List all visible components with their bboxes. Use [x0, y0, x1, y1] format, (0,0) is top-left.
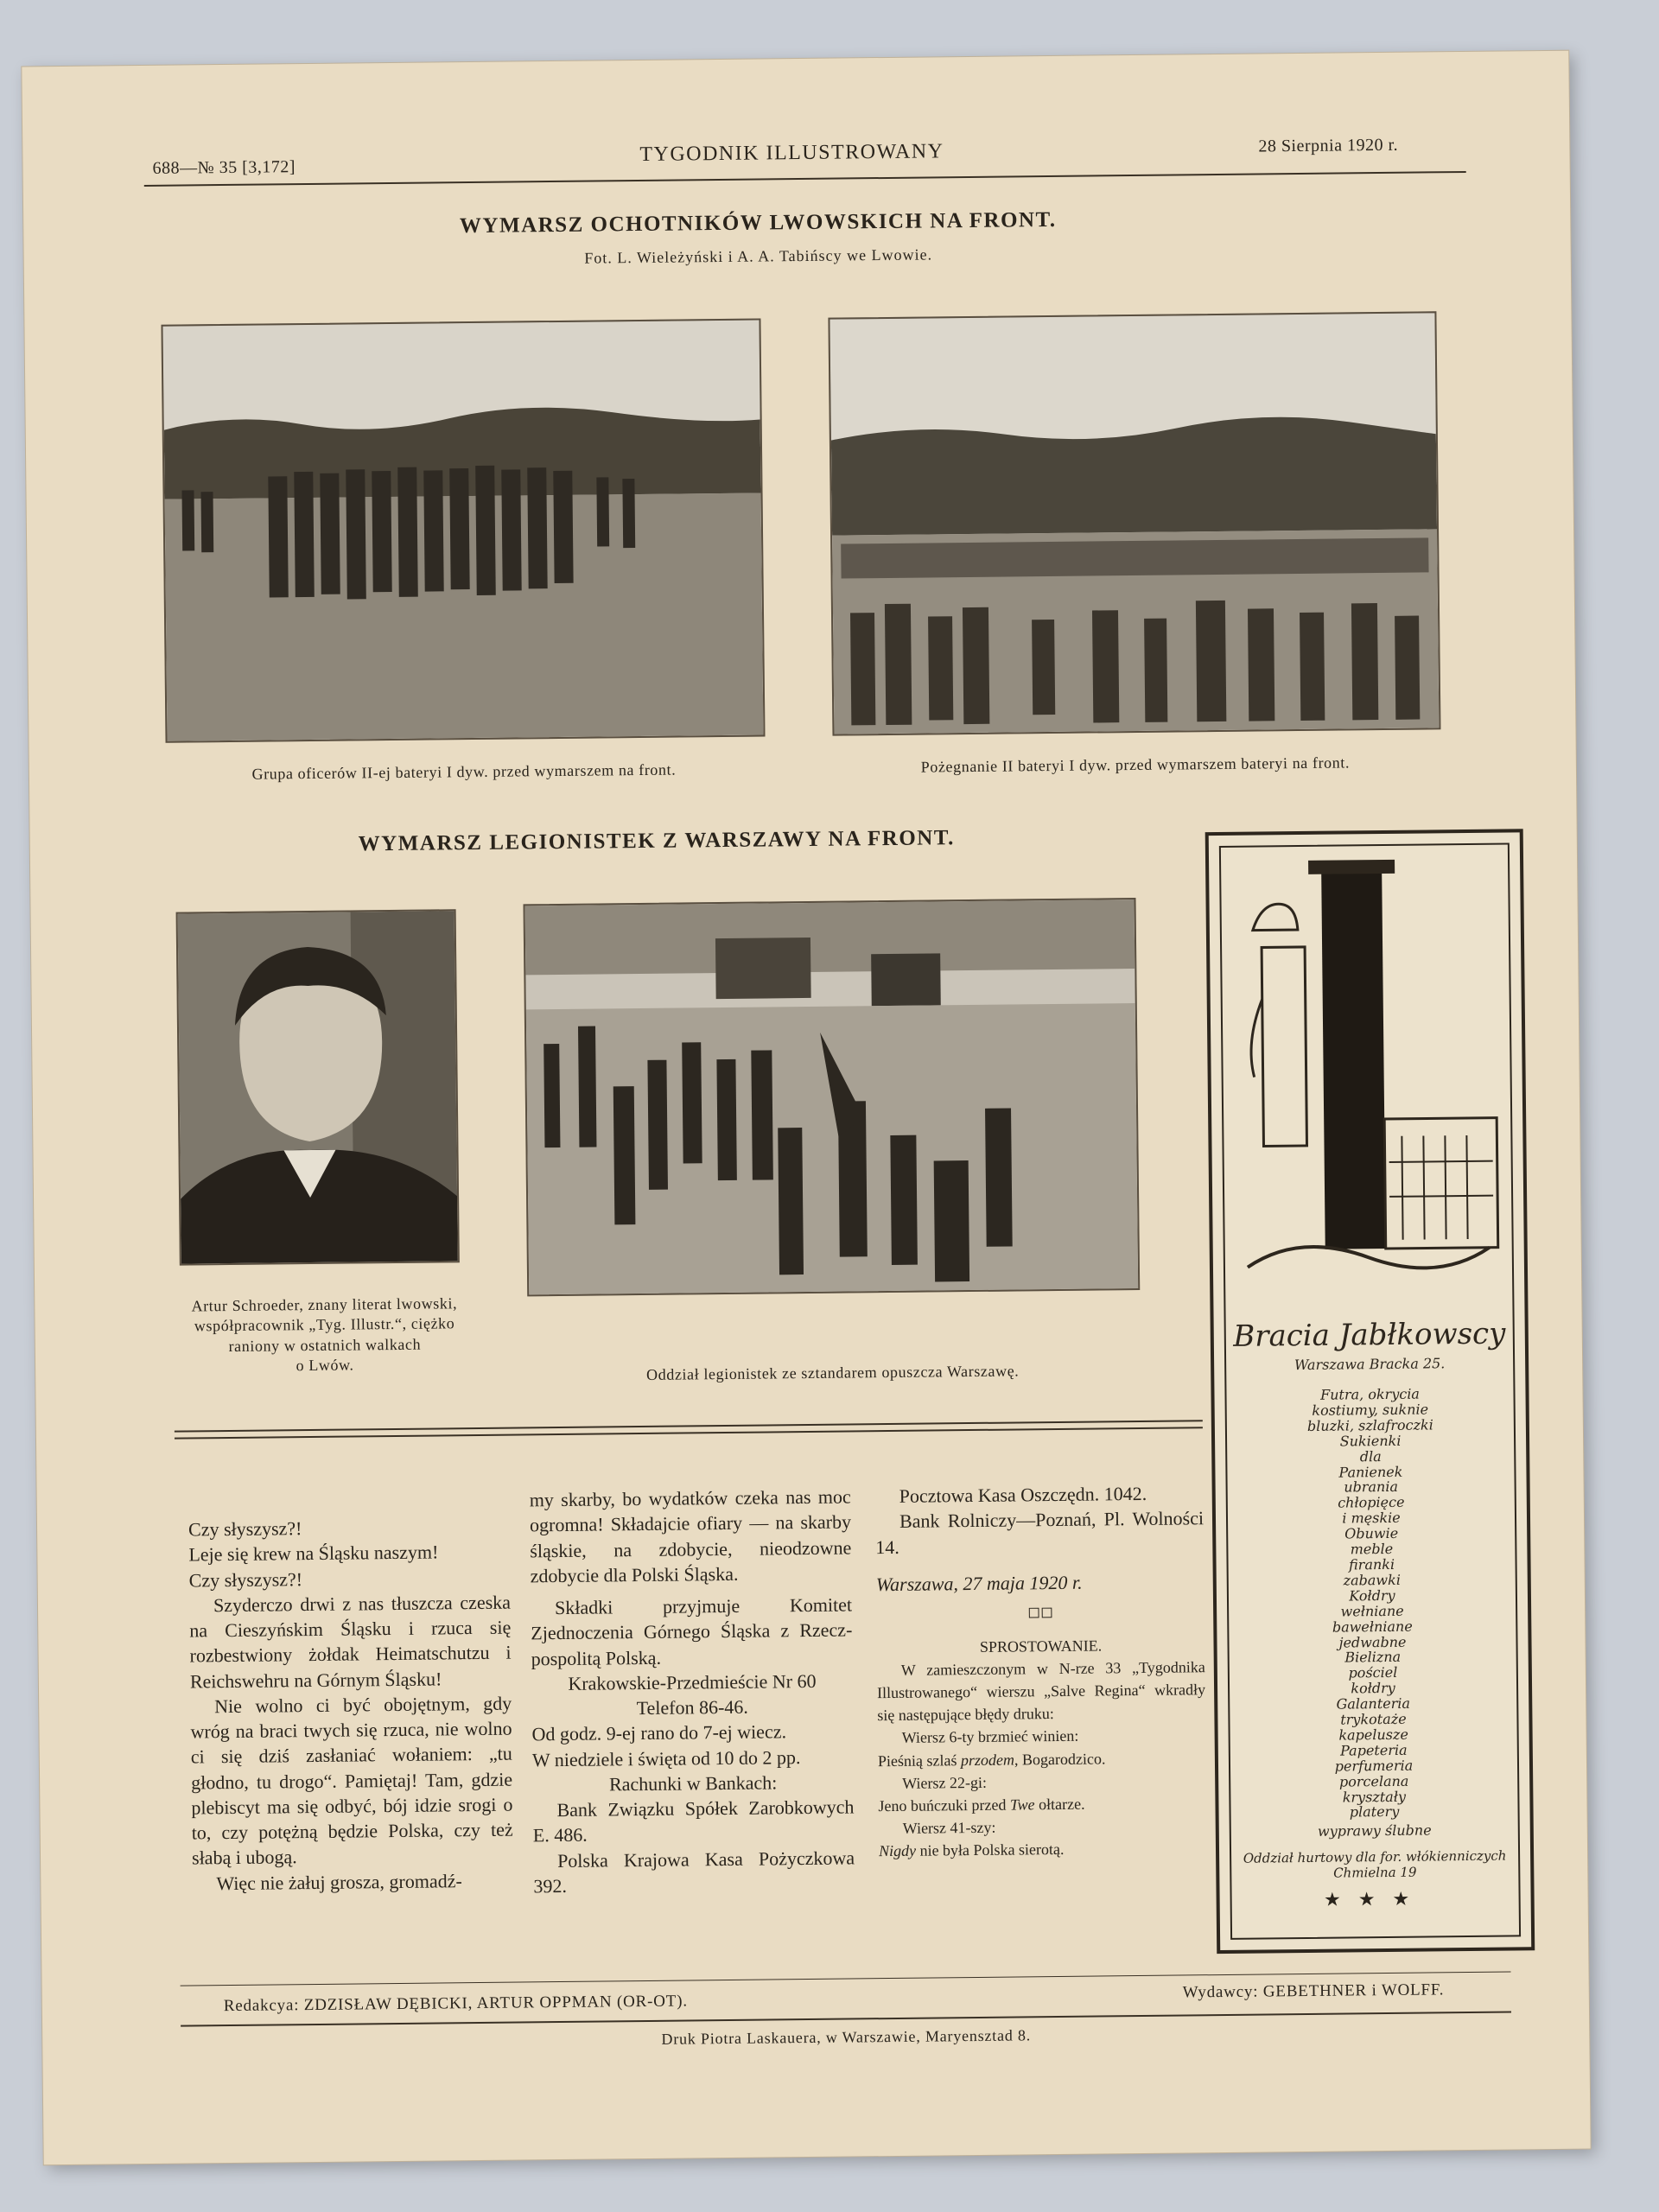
bank-account-3: Pocztowa Kasa Oszczędn. 1042. [899, 1482, 1147, 1507]
advert-item: Galanteria [1336, 1694, 1411, 1713]
advert-item: firanki [1348, 1555, 1395, 1573]
advert-item: wyprawy ślubne [1317, 1821, 1432, 1840]
section-rule-1 [175, 1420, 1203, 1432]
advert-item: ubrania [1344, 1478, 1399, 1496]
advert-wholesale: Oddział hurtowy dla for. włókienniczych Chmielna 19 [1243, 1847, 1507, 1881]
advert-item: porcelana [1338, 1772, 1409, 1790]
verse-6-pre: Pieśnią szlaś [877, 1751, 962, 1770]
committee-phone: Telefon 86-46. [636, 1695, 748, 1719]
col1-line-1: Czy słyszysz?! [188, 1517, 302, 1541]
col2-paragraph-2: Składki przyjmuje Komitet Zjednoczenia Górnego Śląska z Rzeczpospolitą Polską. [531, 1593, 853, 1669]
correction-verse-41: Wiersz 41-szy: [902, 1818, 996, 1837]
advert-item: perfumeria [1334, 1757, 1414, 1775]
column-1 [188, 1514, 514, 1897]
caption-portrait [164, 1294, 485, 1377]
advert-item: i męskie [1342, 1510, 1401, 1527]
correction-intro: W zamieszczonym w N-rze 33 „Tygodnika Illustrowanego“ wierszu „Salve Regina“ wkradły się następujące błędy druku: [876, 1658, 1206, 1725]
photo-farewell-battery [828, 311, 1440, 735]
column-2 [530, 1484, 855, 1898]
caption-portrait-line-3: raniony w ostatnich walkach [228, 1335, 422, 1355]
correction-verse-22: Wiersz 22-gi: [902, 1773, 988, 1792]
advert-stars-icon: ★★★ [1323, 1887, 1427, 1910]
portrait-image [178, 911, 458, 1263]
col1-paragraph-2: Nie wolno ci być obojętnym, gdy wróg na braci twych się rzuca, nie wolno ci się dziś zasłaniać wołaniem: „tu głodno, tu drogo“. Pamiętaj! Tam, gdzie plebiscyt ma się odbyć, bój idzie srogi o to, czy potężną będzie Polska, czy też słabą i ubogą. [190, 1692, 513, 1869]
newspaper-page [22, 51, 1590, 2165]
column-3 [875, 1480, 1208, 1862]
section2-title: WYMARSZ LEGIONISTEK Z WARSZAWY NA FRONT. [358, 826, 955, 856]
verse-22-emphasis: Twe [1009, 1796, 1035, 1814]
photo-officers-group [161, 319, 765, 743]
bank-account-4: Bank Rolniczy—Poznań, Pl. Wolności 14. [875, 1507, 1205, 1558]
correction-verse-22-text [878, 1791, 1206, 1817]
header-rule [144, 171, 1466, 187]
issue-date: 28 Sierpnia 1920 r. [1258, 135, 1399, 156]
col1-paragraph-1: Szyderczo drwi z nas tłuszcza czeska na Cieszyńskim Śląsku i rzuca się rozbestwiony żołdak Heimatschutzu i Reichswehru na Górnym Śląsku! [189, 1591, 512, 1693]
advert-item: dla [1359, 1447, 1382, 1465]
holiday-hours: W niedziele i święta od 10 do 2 pp. [531, 1745, 801, 1770]
advert-item: Futra, okrycia [1319, 1385, 1421, 1403]
officers-group-image [162, 321, 763, 741]
printer-line: Druk Piotra Laskauera, w Warszawie, Maryensztad 8. [661, 2026, 1032, 2048]
col1-line-2: Leje się krew na Śląsku naszym! [188, 1541, 439, 1566]
verse-41-emphasis: Nigdy [878, 1841, 917, 1860]
editors-line: Redakcya: ZDZISŁAW DĘBICKI, ARTUR OPPMAN (OR-OT). [223, 1992, 688, 2016]
advert-item: kołdry [1351, 1680, 1395, 1697]
advert-item: kryształy [1342, 1788, 1407, 1806]
advert-item: platery [1349, 1803, 1400, 1821]
advert-illustration [1226, 850, 1507, 1285]
advert-item: Kołdry [1349, 1586, 1395, 1605]
caption-portrait-line-2: współpracownik „Tyg. Illustr.“, ciężko [194, 1314, 455, 1335]
advert-item: jedwabne [1338, 1633, 1407, 1651]
verse-6-post: , Bogarodzico. [1014, 1749, 1106, 1769]
advert-item: bluzki, szlafroczki [1306, 1416, 1433, 1434]
portrait-artur-schroeder [176, 909, 460, 1265]
correction-verse-6: Wiersz 6-ty brzmieć winien: [901, 1727, 1079, 1747]
caption-portrait-line-1: Artur Schroeder, znany literat lwowski, [191, 1294, 458, 1315]
publishers-line: Wydawcy: GEBETHNER i WOLFF. [1182, 1980, 1445, 2002]
correction-title: SPROSTOWANIE. [979, 1637, 1103, 1656]
dateline: Warszawa, 27 maja 1920 r. [875, 1571, 1083, 1595]
bank-account-1: Bank Związku Spółek Zarobkowych E. 486. [532, 1796, 855, 1847]
advert-item: trykotaże [1340, 1710, 1407, 1728]
masthead: TYGODNIK ILLUSTROWANY [639, 140, 944, 166]
office-hours: Od godz. 9-ej rano do 7-ej wiecz. [531, 1720, 787, 1745]
verse-22-pre: Jeno buńczuki przed [878, 1796, 1011, 1815]
verse-41-post: nie była Polska sierotą. [915, 1840, 1065, 1859]
advert-item: Papeteria [1339, 1741, 1408, 1759]
photo-legionnaires-march [524, 898, 1141, 1296]
advert-item: meble [1350, 1540, 1394, 1558]
caption-officers: Grupa oficerów II-ej bateryi I dyw. przed wymarszem na front. [251, 760, 677, 783]
caption-march: Oddział legionistek ze sztandarem opuszcza Warszawę. [645, 1362, 1020, 1383]
ornament: ◻◻ [1027, 1603, 1054, 1621]
caption-farewell: Pożegnanie II bateryi I dyw. przed wymarszem bateryi na front. [920, 753, 1351, 776]
advert-address: Warszawa Bracka 25. [1294, 1355, 1446, 1374]
advert-brand: Bracia Jabłkowscy [1233, 1316, 1506, 1354]
advert-item: pościel [1348, 1664, 1398, 1681]
bank-account-2: Polska Krajowa Kasa Pożyczkowa 392. [533, 1846, 855, 1897]
section1-title: WYMARSZ OCHOTNIKÓW LWOWSKICH NA FRONT. [459, 207, 1057, 238]
issue-number: 688—№ 35 [3,172] [152, 157, 296, 178]
caption-portrait-line-4: o Lwów. [296, 1356, 354, 1375]
col2-paragraph-1: my skarby, bo wydatków czeka nas moc ogromna! Składajcie ofiary — na skarby śląskie, na zdobycie, nieodzowne zdobycie dla Polski Śląska. [529, 1485, 852, 1587]
advert-item: Bielizna [1344, 1649, 1402, 1666]
advert-item: kapelusze [1338, 1726, 1408, 1744]
advert-item: Obuwie [1344, 1525, 1399, 1542]
bank-accounts-title: Rachunki w Bankach: [608, 1771, 778, 1796]
advert-item: Sukienki [1339, 1432, 1402, 1450]
advert-item: bawełniane [1332, 1618, 1413, 1636]
advert-item: chłopięce [1338, 1494, 1405, 1511]
verse-22-post: ołtarze. [1034, 1795, 1085, 1814]
committee-address: Krakowskie-Przedmieście Nr 60 [568, 1669, 817, 1694]
advert-product-list [1240, 1386, 1503, 1840]
farewell-battery-image [830, 313, 1439, 734]
advertisement-jablkowscy [1205, 829, 1535, 1954]
advert-item: wełniane [1340, 1602, 1404, 1620]
col1-line-3: Czy słyszysz?! [188, 1567, 303, 1592]
photo-credit: Fot. L. Wieleżyński i A. A. Tabińscy we Lwowie. [584, 245, 933, 267]
correction-verse-6-text [878, 1746, 1206, 1772]
advert-item: kostiumy, suknie [1312, 1401, 1429, 1419]
legionnaires-march-image [525, 899, 1139, 1294]
verse-6-emphasis: przodem [960, 1751, 1015, 1769]
col1-paragraph-3: Więc nie żałuj grosza, gromadź- [216, 1869, 462, 1894]
correction-verse-41-text [879, 1836, 1207, 1862]
advert-item: Panienek [1338, 1463, 1403, 1481]
advert-item: zabawki [1343, 1571, 1401, 1589]
